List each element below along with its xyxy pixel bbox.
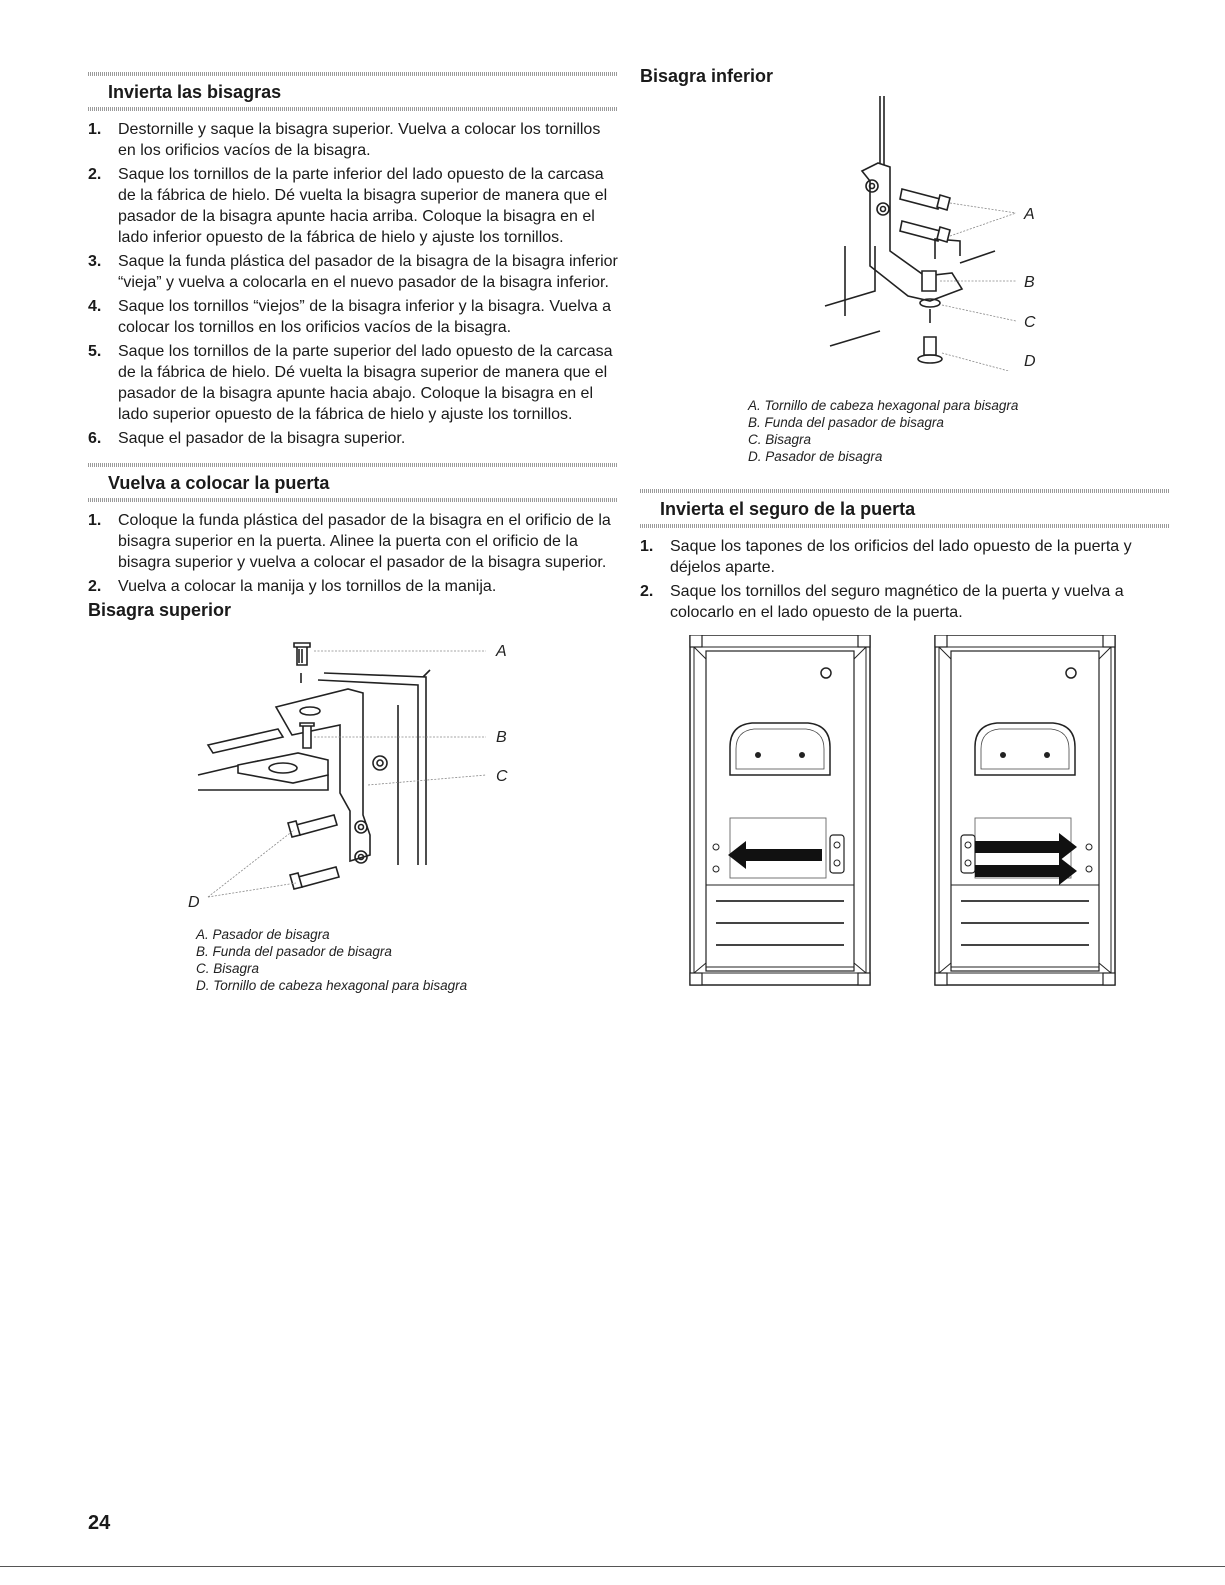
list-item: 3. Saque la funda plástica del pasador de la bisagra de la bisagra inferior “vieja” y vuelva a colocarla en el nuevo pasador de la bisagra inferior. [88,253,618,291]
upper-hinge-title: Bisagra superior [88,600,232,620]
list-item: 1. Saque los tapones de los orificios del lado opuesto de la puerta y déjelos aparte. [640,538,1132,576]
divider [88,107,618,111]
list-item: 5. Saque los tornillos de la parte superior del lado opuesto de la carcasa de la fábrica de hielo. Dé vuelta la bisagra superior de manera que el pasador de la bisagra apunte hacia abajo. Coloque la bisagra en el lado superior opuesto de la fábrica de hielo y ajuste los tornillos. [88,343,613,423]
section-title: Invierta el seguro de la puerta [660,499,916,519]
label-c: C [1024,314,1036,331]
list-item: 2. Saque los tornillos de la parte inferior del lado opuesto de la carcasa de la fábrica de hielo. Dé vuelta la bisagra superior de manera que el pasador de la bisagra apunte hacia arriba. Coloque la bisagra en el lado inferior opuesto de la fábrica de hielo y ajuste los tornillos. [88,166,608,246]
label-d: D [188,894,200,911]
list-item: 1. Destornille y saque la bisagra superior. Vuelva a colocar los tornillos en los orificios vacíos de la bisagra. [88,121,601,159]
steps-list [88,510,618,597]
upper-hinge-caption: A. Pasador de bisagra B. Funda del pasador de bisagra C. Bisagra D. Tornillo de cabeza hexagonal para bisagra [196,927,468,993]
label-a: A [1024,206,1035,223]
lower-hinge-caption: A. Tornillo de cabeza hexagonal para bisagra B. Funda del pasador de bisagra C. Bisagra D. Pasador de bisagra [748,398,1019,464]
upper-hinge-diagram [88,625,618,920]
section-title: Invierta las bisagras [108,82,282,102]
lower-hinge-diagram [640,91,1170,371]
list-item: 6. Saque el pasador de la bisagra superior. [88,430,406,447]
left-column [88,72,618,994]
label-c: C [496,768,508,785]
door-after [935,635,1115,985]
divider [88,498,618,502]
steps-list [640,536,1170,623]
list-item: 4. Saque los tornillos “viejos” de la bisagra inferior y la bisagra. Vuelva a colocar los tornillos en los orificios vacíos de la bisagra. [88,298,611,336]
section-header-invert-latch [640,489,1170,528]
label-a: A [496,643,507,660]
divider [640,524,1170,528]
section-header-replace-door [88,463,618,502]
label-d: D [1024,353,1036,370]
list-item: 2. Vuelva a colocar la manija y los tornillos de la manija. [88,578,497,595]
list-item: 2. Saque los tornillos del seguro magnético de la puerta y vuelva a colocarlo en el lado opuesto de la puerta. [640,583,1124,621]
label-b: B [1024,274,1035,291]
list-item: 1. Coloque la funda plástica del pasador de la bisagra en el orificio de la bisagra superior en la puerta. Alinee la puerta con el orificio de la bisagra superior y vuelva a colocar el pasador de la bisagra superior. [88,512,611,571]
door-before [690,635,870,985]
right-column [640,66,1170,1005]
label-b: B [496,729,507,746]
steps-list [88,119,618,449]
section-header-invert-hinges [88,72,618,111]
divider [0,1566,1225,1567]
page-number: 24 [88,1512,111,1534]
lower-hinge-title: Bisagra inferior [640,66,774,86]
door-latch-diagram [640,635,1170,1005]
section-title: Vuelva a colocar la puerta [108,473,330,493]
